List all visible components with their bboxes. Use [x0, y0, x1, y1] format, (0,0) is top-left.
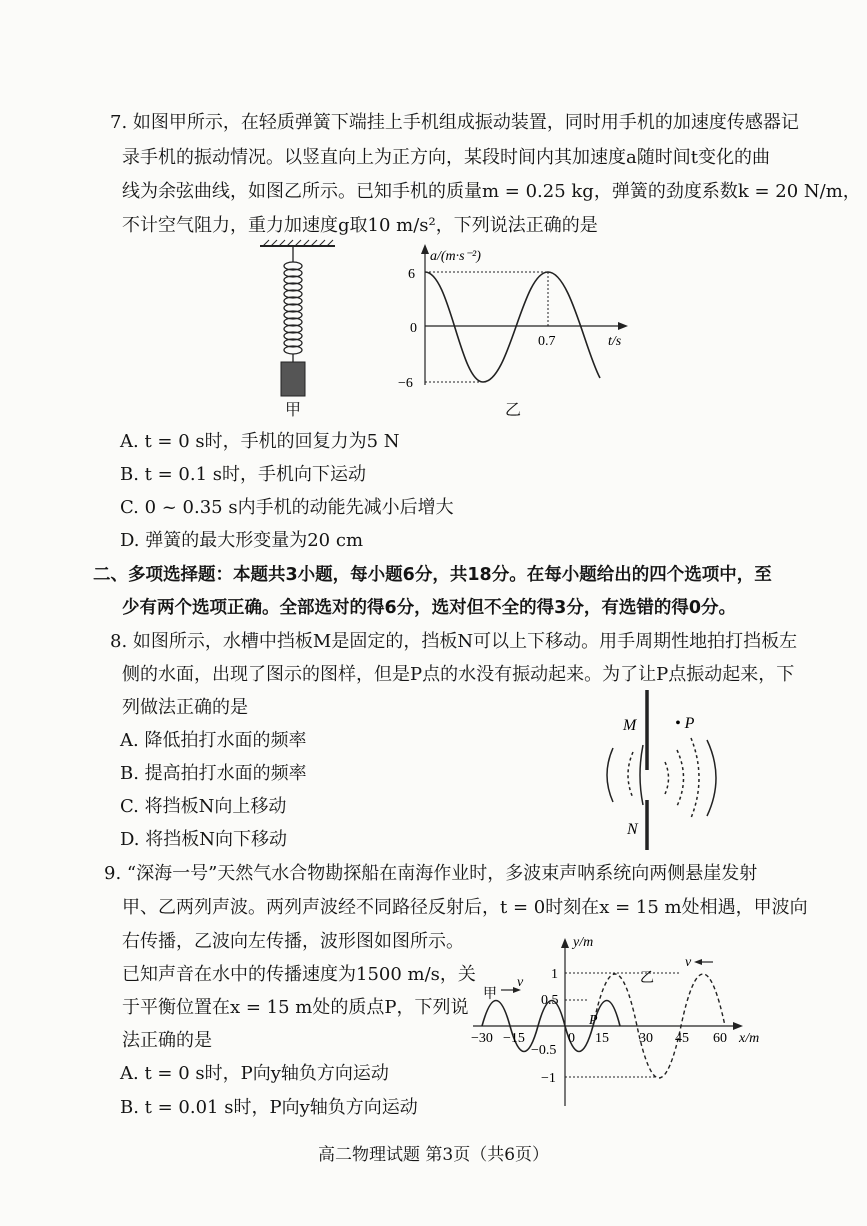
- q7-line-2: 录手机的振动情况。以竖直向上为正方向，某段时间内其加速度a随时间t变化的曲: [122, 147, 770, 168]
- q9-line-6: 法正确的是: [122, 1030, 212, 1051]
- q9-graph-label-v-left: v: [517, 975, 524, 990]
- q7-option-a: A. t = 0 s时，手机的回复力为5 N: [120, 431, 400, 452]
- page-footer: 高二物理试题 第3页（共6页）: [317, 1145, 550, 1165]
- q9-graph-y-05: 0.5: [541, 993, 559, 1008]
- q9-graph-y-1: 1: [551, 967, 558, 982]
- q8-line-1: 8. 如图所示，水槽中挡板M是固定的，挡板N可以上下移动。用手周期性地拍打挡板左: [110, 631, 798, 652]
- q8-option-a: A. 降低拍打水面的频率: [120, 730, 307, 751]
- q9-graph-x-tick-m30: −30: [471, 1031, 493, 1046]
- q9-graph-label-jia: 甲: [483, 987, 497, 1002]
- q9-graph-label-yi: 乙: [640, 971, 654, 986]
- q8-label-n: N: [627, 821, 638, 838]
- q8-water-tank-figure: [595, 690, 735, 850]
- q9-option-b: B. t = 0.01 s时，P向y轴负方向运动: [120, 1097, 418, 1118]
- q7-line-1: 7. 如图甲所示，在轻质弹簧下端挂上手机组成振动装置，同时用手机的加速度传感器记: [110, 112, 799, 133]
- q7-graph-tick-m6: −6: [398, 376, 413, 391]
- q9-line-5: 于平衡位置在x = 15 m处的质点P，下列说: [122, 997, 469, 1018]
- q9-graph-x-label: x/m: [739, 1031, 760, 1046]
- q7-graph-tick-0: 0: [410, 321, 417, 336]
- q9-line-2: 甲、乙两列声波。两列声波经不同路径反射后，t = 0时刻在x = 15 m处相遇，甲波向: [122, 897, 808, 918]
- q7-option-b: B. t = 0.1 s时，手机向下运动: [120, 464, 367, 485]
- q8-option-d: D. 将挡板N向下移动: [120, 829, 287, 850]
- q9-graph-x-tick-60: 60: [713, 1031, 727, 1046]
- q9-wave-graph: [465, 930, 765, 1110]
- q7-option-c: C. 0 ~ 0.35 s内手机的动能先减小后增大: [120, 497, 454, 518]
- q7-graph-x-label: t/s: [608, 334, 622, 349]
- q9-line-1: 9. “深海一号”天然气水合物勘探船在南海作业时，多波束声呐系统向两侧悬崖发射: [104, 863, 758, 884]
- q9-graph-x-tick-15: 15: [595, 1031, 609, 1046]
- q9-graph-x-tick-m15: −15: [503, 1031, 525, 1046]
- q7-acceleration-graph: [390, 240, 640, 390]
- q9-graph-y-m1: −1: [541, 1071, 556, 1086]
- q7-line-4: 不计空气阻力，重力加速度g取10 m/s²，下列说法正确的是: [122, 215, 598, 236]
- q9-graph-x-tick-45: 45: [675, 1031, 689, 1046]
- q9-graph-x-tick-30: 30: [639, 1031, 653, 1046]
- q9-line-3: 右传播，乙波向左传播，波形图如图所示。: [122, 931, 464, 952]
- q7-graph-y-label: a/(m·s⁻²): [430, 249, 481, 264]
- q9-graph-y-m05: −0.5: [531, 1043, 557, 1058]
- q9-option-a: A. t = 0 s时，P向y轴负方向运动: [120, 1063, 389, 1084]
- q9-graph-y-label: y/m: [573, 935, 594, 950]
- q7-graph-tick-6: 6: [408, 267, 415, 282]
- q8-option-c: C. 将挡板N向上移动: [120, 796, 287, 817]
- q7-graph-tick-07: 0.7: [538, 334, 556, 349]
- q7-fig-yi-label: 乙: [505, 400, 522, 419]
- q9-graph-x-tick-0: 0: [568, 1031, 575, 1046]
- section2-line-2: 少有两个选项正确。全部选对的得6分，选对但不全的得3分，有选错的得0分。: [122, 598, 737, 618]
- q9-graph-label-v-right: v: [685, 955, 692, 970]
- q7-option-d: D. 弹簧的最大形变量为20 cm: [120, 530, 364, 551]
- q8-line-2: 侧的水面，出现了图示的图样，但是P点的水没有振动起来。为了让P点振动起来，下: [122, 664, 795, 685]
- q8-line-3: 列做法正确的是: [122, 697, 248, 718]
- q8-label-p: • P: [675, 715, 695, 732]
- q7-line-3: 线为余弦曲线，如图乙所示。已知手机的质量m = 0.25 kg，弹簧的劲度系数k = 20 N/m，: [122, 181, 861, 202]
- q8-label-m: M: [623, 717, 637, 734]
- q9-line-4: 已知声音在水中的传播速度为1500 m/s，关: [122, 964, 476, 985]
- q7-spring-figure: [255, 240, 345, 420]
- q8-option-b: B. 提高拍打水面的频率: [120, 763, 307, 784]
- q7-fig-jia-label: 甲: [285, 400, 302, 419]
- section2-line-1: 二、多项选择题：本题共3小题，每小题6分，共18分。在每小题给出的四个选项中，至: [93, 565, 772, 585]
- q9-graph-label-p: P: [589, 1013, 598, 1028]
